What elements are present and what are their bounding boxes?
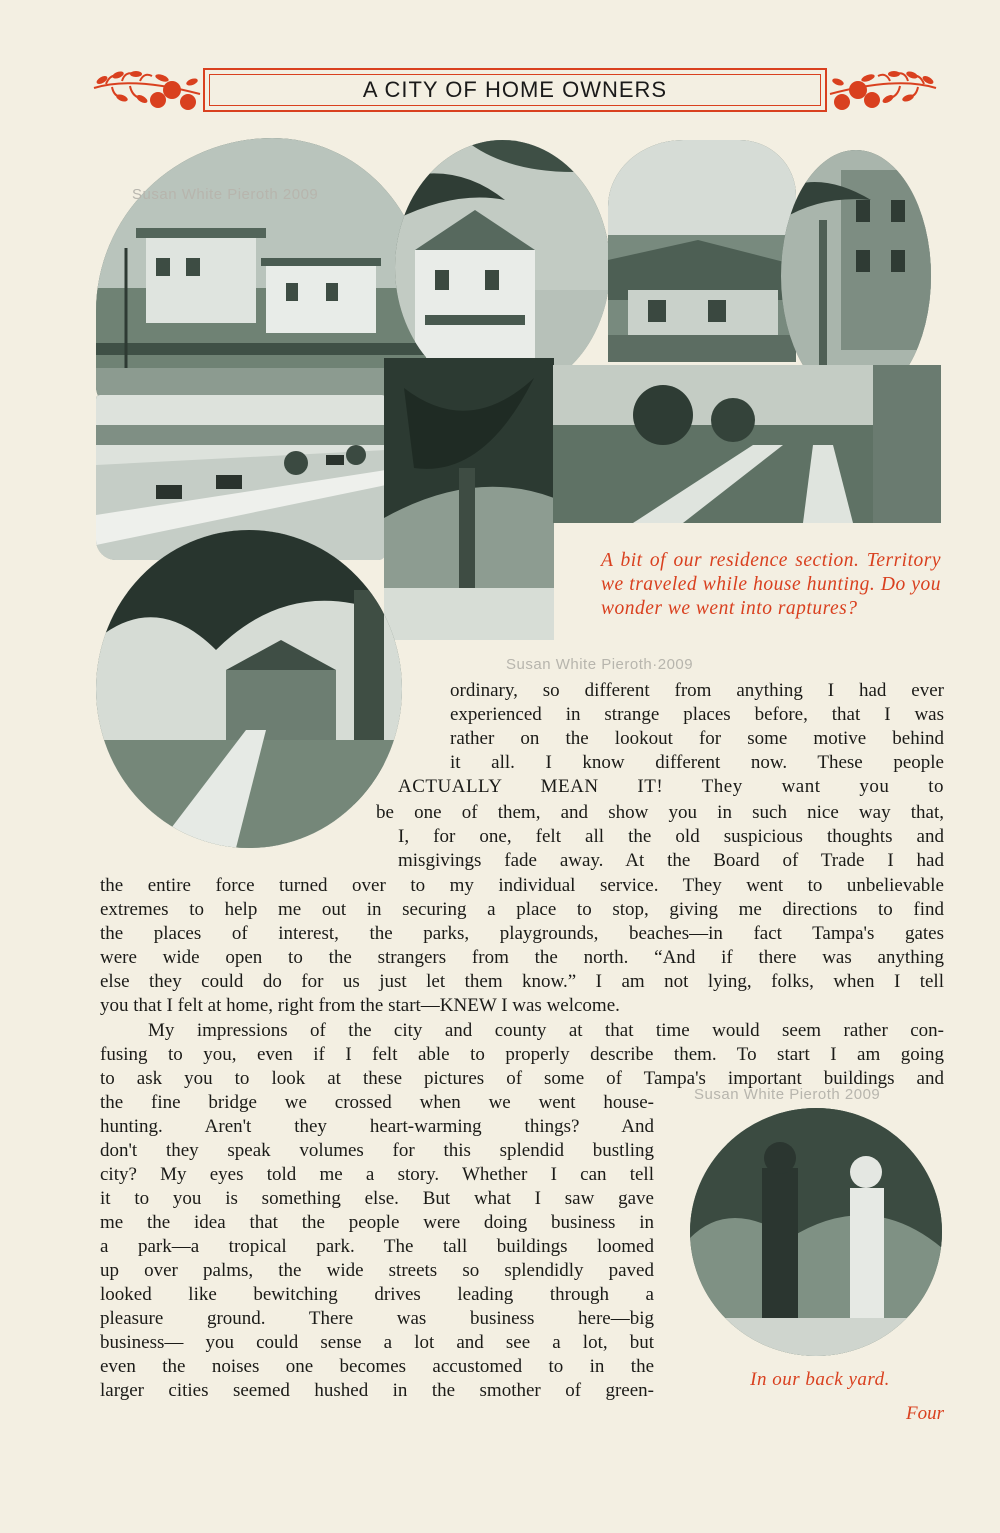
body-line: ordinary, so different from anything I had ever — [450, 680, 944, 701]
body-line: you that I felt at home, right from the start—KNEW I was welcome. — [100, 995, 620, 1016]
photo-palm-lined-street — [96, 530, 402, 848]
photo-residence-street — [96, 138, 426, 413]
body-line: the entire force turned over to my individual service. They went to unbelievable — [100, 875, 944, 896]
back-yard-caption: In our back yard. — [750, 1369, 890, 1390]
body-line: hunting. Aren't they heart-warming things? And — [100, 1116, 654, 1137]
body-line: rather on the lookout for some motive behind — [450, 728, 944, 749]
body-line: fusing to you, even if I felt able to properly describe them. To start I am going — [100, 1044, 944, 1065]
body-line: me the idea that the people were doing business in — [100, 1212, 654, 1233]
photo-bungalow-rooftops — [608, 140, 796, 362]
body-line: experienced in strange places before, that I was — [450, 704, 944, 725]
body-line: it all. I know different now. These people — [450, 752, 944, 773]
body-line: to ask you to look at these pictures of some of Tampa's important buildings and — [100, 1068, 944, 1089]
watermark-top: Susan White Pieroth 2009 — [132, 186, 319, 203]
body-line: extremes to help me out in securing a place to stop, giving me directions to find — [100, 899, 944, 920]
body-line: looked like bewitching drives leading through a — [100, 1284, 654, 1305]
page-title: A CITY OF HOME OWNERS — [362, 77, 668, 102]
body-line: else they could do for us just let them know.” I am not lying, folks, when I tell — [100, 971, 944, 992]
body-line: don't they speak volumes for this splendid bustling — [100, 1140, 654, 1161]
watermark-lower: Susan White Pieroth 2009 — [694, 1086, 881, 1103]
photo-victorian-house — [395, 140, 610, 395]
body-line: up over palms, the wide streets so splendidly paved — [100, 1260, 654, 1281]
body-line: business— you could sense a lot and see a lot, but — [100, 1332, 654, 1353]
body-line: I, for one, felt all the old suspicious thoughts and — [398, 826, 944, 847]
body-line: the places of interest, the parks, playgrounds, beaches—in fact Tampa's gates — [100, 923, 944, 944]
body-line: be one of them, and show you in such nice way that, — [376, 802, 944, 823]
photo-palm-avenue — [384, 358, 554, 640]
body-line: even the noises one becomes accustomed to in the — [100, 1356, 654, 1377]
right-orange-branch-ornament — [826, 66, 938, 116]
body-line: the fine bridge we crossed when we went house- — [100, 1092, 654, 1113]
page-number: Four — [906, 1403, 944, 1424]
body-line: a park—a tropical park. The tall buildings loomed — [100, 1236, 654, 1257]
residence-photos-caption: A bit of our residence section. Territory we traveled while house hunting. Do you wonder we went into raptures? — [601, 550, 941, 619]
body-line: misgivings fade away. At the Board of Trade I had — [398, 850, 944, 871]
body-line: My impressions of the city and county at that time would seem rather con- — [148, 1020, 944, 1041]
photo-back-yard — [690, 1108, 942, 1356]
body-line: were wide open to the strangers from the north. “And if there was anything — [100, 947, 944, 968]
body-line: ACTUALLY MEAN IT! They want you to — [398, 776, 944, 797]
photo-park-lawn — [553, 365, 941, 523]
body-line: larger cities seemed hushed in the smother of green- — [100, 1380, 654, 1401]
body-line: it to you is something else. But what I saw gave — [100, 1188, 654, 1209]
body-line: city? My eyes told me a story. Whether I can tell — [100, 1164, 654, 1185]
body-line: pleasure ground. There was business here—big — [100, 1308, 654, 1329]
watermark-middle: Susan White Pieroth·2009 — [506, 656, 694, 673]
left-orange-branch-ornament — [92, 66, 204, 116]
